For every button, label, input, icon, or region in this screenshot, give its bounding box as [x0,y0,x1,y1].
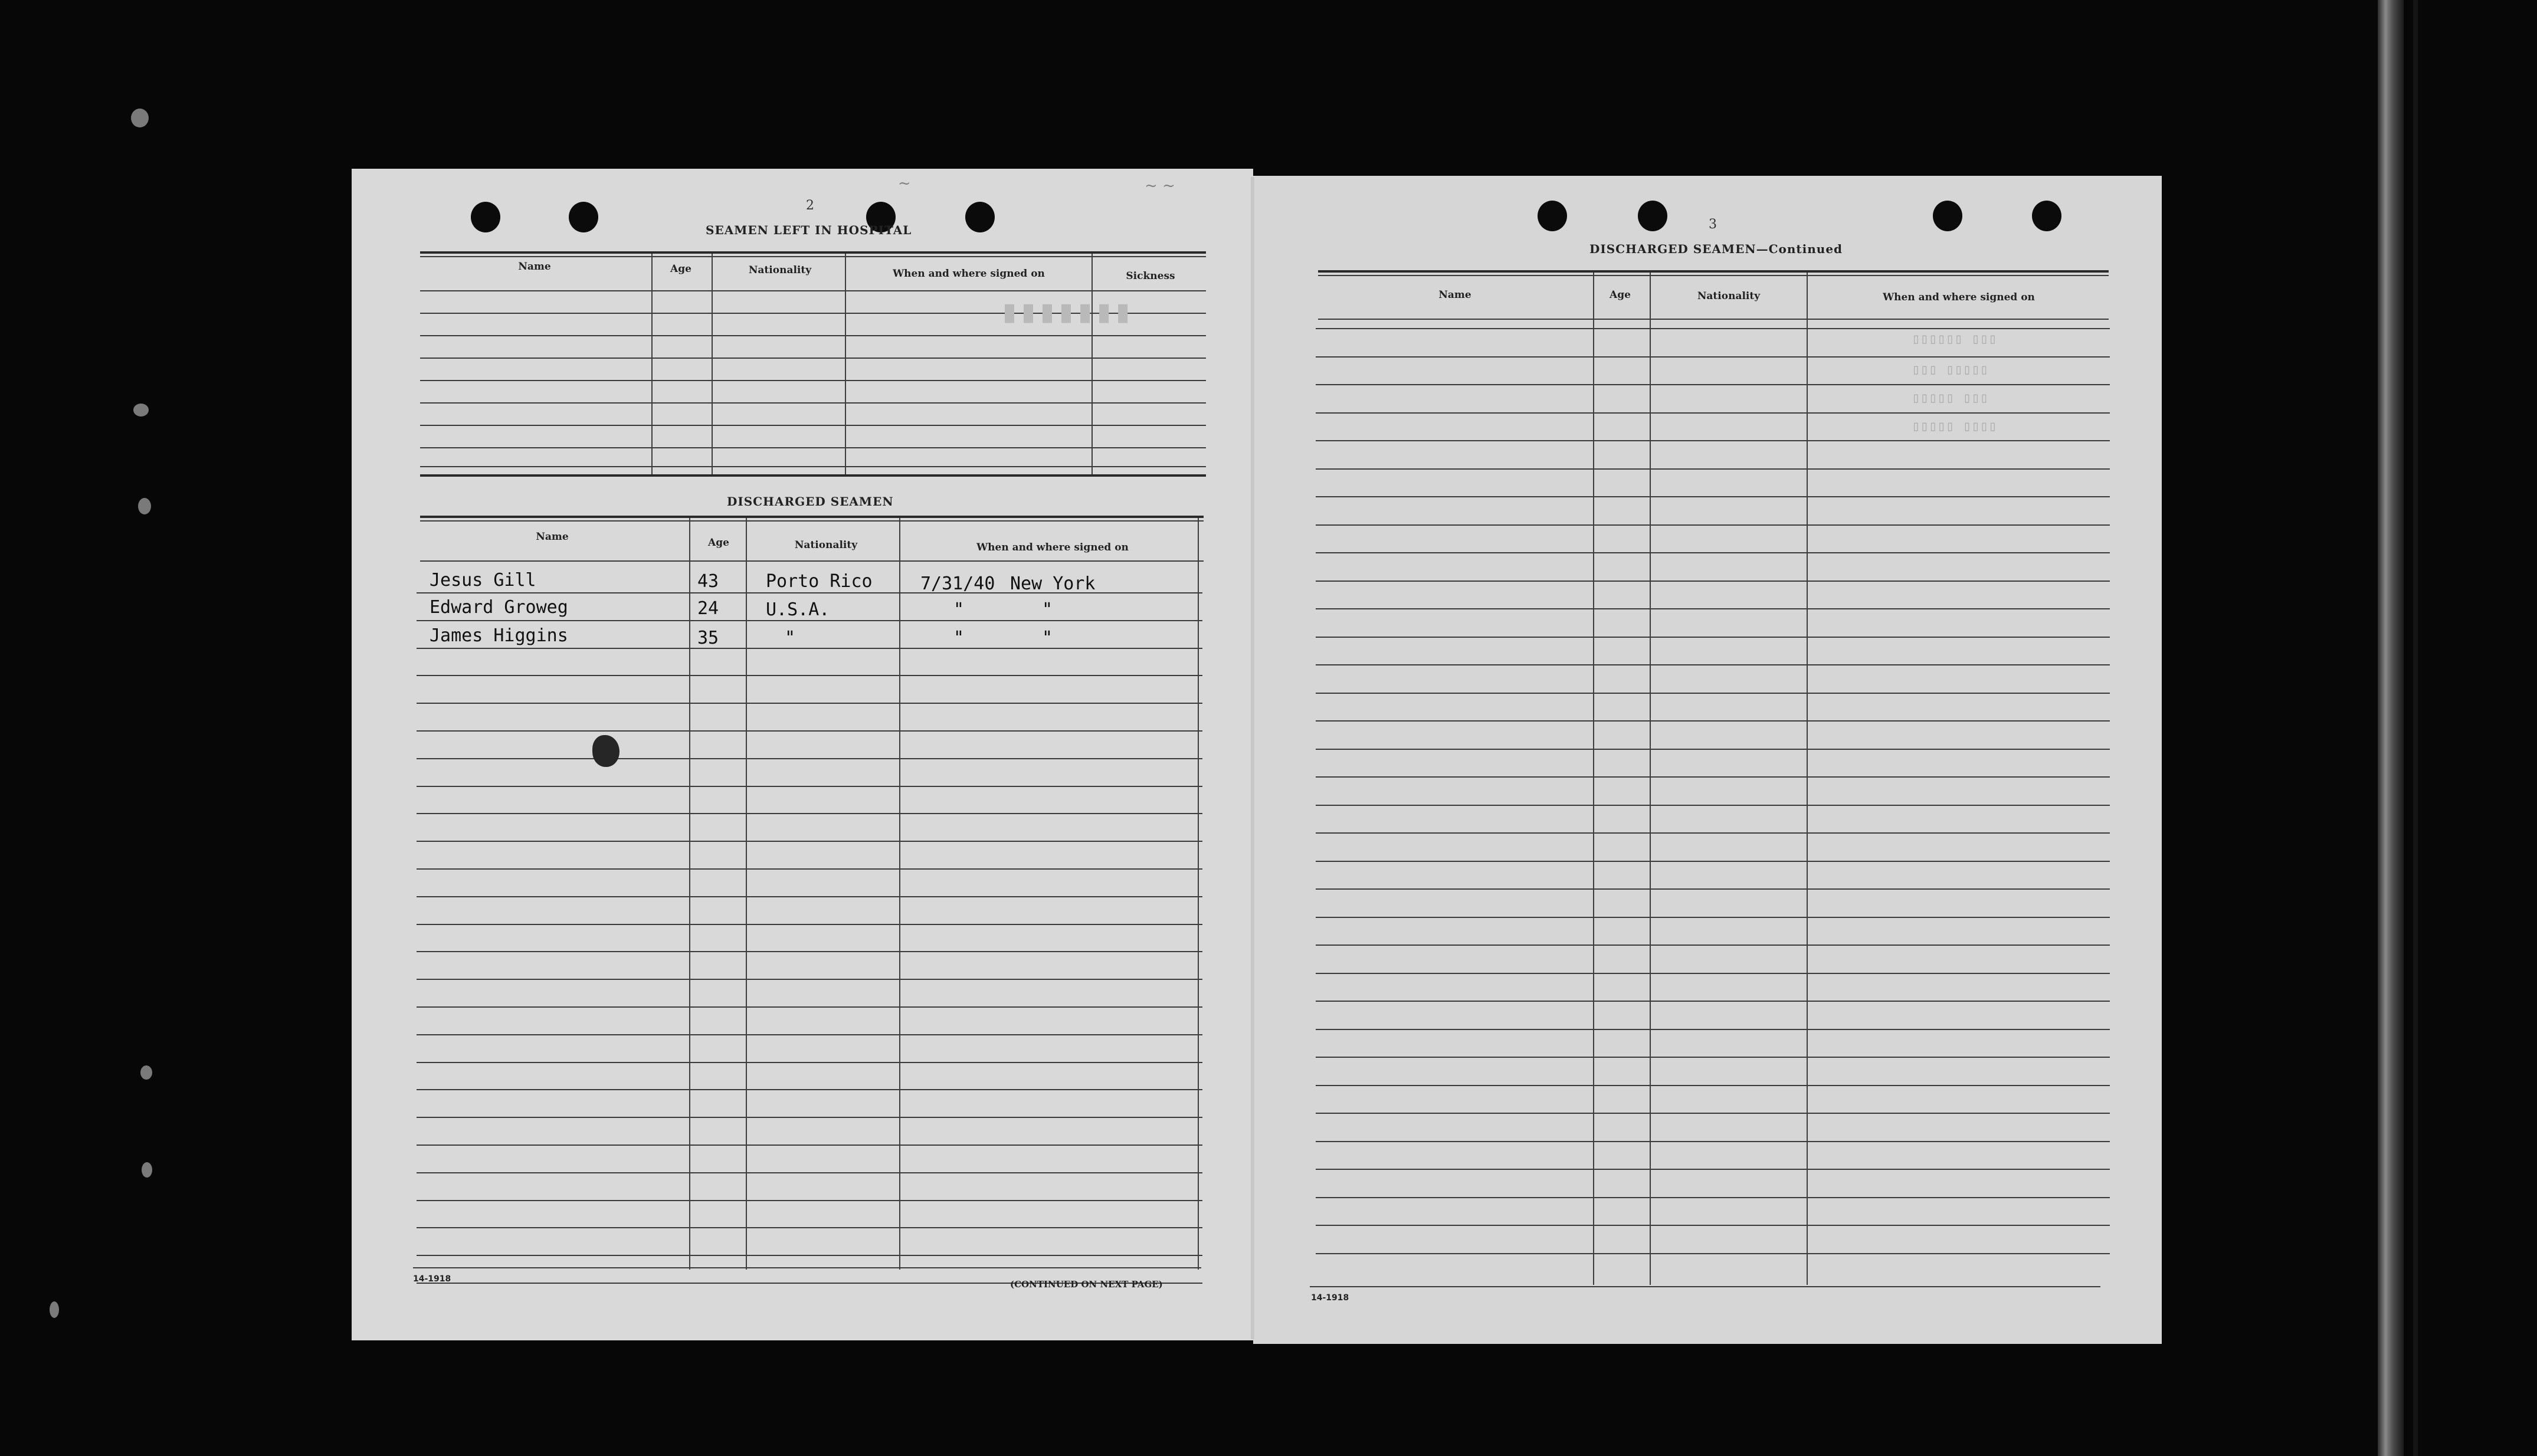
table-rule [417,1117,1202,1118]
seaman-name: James Higgins [430,625,568,646]
seaman-nationality: U.S.A. [766,599,830,620]
table-rule [1316,412,2110,414]
bleed-through-text: ▯▯▯▯▯ ▯▯▯ [1912,361,1989,378]
column-header-nationality: Nationality [748,264,812,276]
table-rule [1316,1253,2110,1254]
table-rule [420,520,1204,522]
left-page [352,169,1253,1340]
table-rule [413,1267,1201,1268]
seaman-nationality: " [785,628,796,648]
table-rule [1316,1225,2110,1226]
table-rule [1316,581,2110,582]
table-rule [420,358,1206,359]
table-rule [420,447,1206,448]
table-rule [1316,496,2110,497]
signed-on-date: " [953,628,965,648]
table-rule [417,786,1202,787]
film-edge-shadow [2413,0,2418,1456]
table-rule [1316,1057,2110,1058]
column-header-age: Age [670,263,691,275]
table-rule [417,648,1202,649]
signed-on-date: " [953,599,965,620]
table-rule [420,380,1206,381]
discharged-continued-title: DISCHARGED SEAMEN—Continued [1589,242,1843,256]
column-header-signed-on: When and where signed on [976,542,1129,553]
punch-hole [1933,201,1962,231]
page-number: 3 [1709,217,1717,232]
table-rule [417,951,1202,952]
column-divider [1593,273,1594,1285]
hospital-section-title: SEAMEN LEFT IN HOSPITAL [706,223,912,237]
bleed-through-text: ▯▯▯ ▯▯▯▯▯ [1912,389,1989,406]
punch-hole [1638,201,1667,231]
table-rule [1316,328,2110,329]
column-header-nationality: Nationality [1697,290,1761,302]
film-speck [138,498,151,514]
table-rule [1316,637,2110,638]
table-rule [417,1227,1202,1228]
table-rule [420,335,1206,336]
table-rule [1316,1113,2110,1114]
table-rule [1316,1001,2110,1002]
table-rule [1316,468,2110,470]
pencil-mark: ~ ~ [1145,177,1175,195]
column-header-name: Name [536,531,569,543]
table-rule [417,758,1202,759]
table-rule [1318,275,2109,276]
table-rule [1316,1029,2110,1030]
column-header-nationality: Nationality [794,539,858,551]
table-rule [1316,720,2110,722]
bleed-through-text: ▯▯▯ ▯▯▯▯▯▯ [1912,330,1997,347]
table-rule [420,466,1206,467]
column-divider [1092,254,1093,474]
continued-note: (CONTINUED ON NEXT PAGE) [1010,1279,1163,1290]
table-rule [1316,776,2110,778]
table-rule [1316,888,2110,890]
table-rule [1316,1141,2110,1142]
form-number: 14-1918 [413,1274,451,1284]
table-rule [1316,945,2110,946]
table-rule [417,813,1202,814]
table-rule [417,675,1202,676]
table-rule [420,251,1206,254]
table-rule [417,1172,1202,1173]
table-rule [1316,608,2110,609]
pencil-mark: ~ [898,175,911,192]
column-header-signed-on: When and where signed on [893,268,1045,280]
discharged-section-title: DISCHARGED SEAMEN [727,494,894,509]
column-header-name: Name [1438,289,1471,301]
column-header-signed-on: When and where signed on [1883,291,2035,303]
punch-hole [471,202,500,232]
table-rule [417,703,1202,704]
table-rule [1316,384,2110,385]
table-rule [417,1034,1202,1035]
film-speck [142,1162,152,1178]
film-speck [133,404,149,417]
table-rule [420,474,1206,477]
table-rule [417,620,1202,621]
column-divider [1650,273,1651,1285]
column-divider [1807,273,1808,1285]
seaman-age: 24 [697,598,719,619]
page-fold [1251,177,1254,1339]
seaman-name: Edward Groweg [430,597,568,618]
signed-on-place: " [1042,599,1053,620]
punch-hole [1538,201,1567,231]
table-rule [1316,664,2110,665]
punch-hole [569,202,598,232]
page-number: 2 [806,198,814,213]
bleed-through-text: ▯▯▯▯ ▯▯▯▯▯ [1912,418,1997,434]
table-rule [1316,749,2110,750]
table-rule [417,1006,1202,1008]
table-rule [1316,1085,2110,1086]
column-header-sickness: Sickness [1126,270,1175,282]
signed-on-place: " [1042,628,1053,648]
ink-blot [592,735,620,767]
table-rule [1316,1169,2110,1170]
table-rule [1316,917,2110,918]
table-rule [1318,270,2109,273]
form-number: 14-1918 [1311,1293,1349,1303]
table-rule [420,402,1206,404]
table-rule [420,256,1206,257]
column-header-age: Age [1610,289,1631,301]
table-rule [420,516,1204,518]
table-rule [1316,356,2110,358]
table-rule [417,1255,1202,1256]
column-header-age: Age [708,537,729,549]
table-rule [417,730,1202,732]
table-rule [1316,973,2110,974]
table-rule [420,425,1206,426]
table-rule [417,1200,1202,1201]
table-rule [1316,861,2110,862]
column-divider [1198,518,1199,1270]
table-rule [1316,440,2110,441]
column-divider [899,518,900,1270]
signed-on-date: 7/31/40 [920,573,995,594]
column-divider [712,254,713,474]
column-header-name: Name [518,261,551,273]
table-rule [420,290,1206,291]
table-rule [417,1062,1202,1063]
table-rule [1316,1197,2110,1198]
table-rule [417,979,1202,980]
column-divider [746,518,747,1270]
bleed-through-stamp: ▮▮▮▮▮▮▮ [997,299,1130,325]
column-divider [651,254,653,474]
film-speck [140,1065,152,1080]
seaman-nationality: Porto Rico [766,571,873,592]
table-rule [417,924,1202,925]
table-rule [420,560,1204,562]
seaman-age: 43 [697,571,719,592]
punch-hole [965,202,995,232]
table-rule [1316,832,2110,834]
table-rule [1316,805,2110,806]
table-rule [1310,1286,2100,1287]
table-rule [417,896,1202,897]
seaman-name: Jesus Gill [430,570,536,591]
punch-hole [2032,201,2061,231]
table-rule [417,1145,1202,1146]
film-speck [50,1301,59,1318]
table-rule [417,841,1202,842]
table-rule [1318,319,2109,320]
table-rule [1316,552,2110,553]
signed-on-place: New York [1010,573,1096,594]
table-rule [1316,693,2110,694]
column-divider [845,254,846,474]
table-rule [1316,524,2110,526]
film-edge-strip [2378,0,2404,1456]
film-speck [131,109,149,127]
table-rule [417,868,1202,870]
seaman-age: 35 [697,628,719,648]
column-divider [689,518,690,1270]
table-rule [417,1089,1202,1090]
